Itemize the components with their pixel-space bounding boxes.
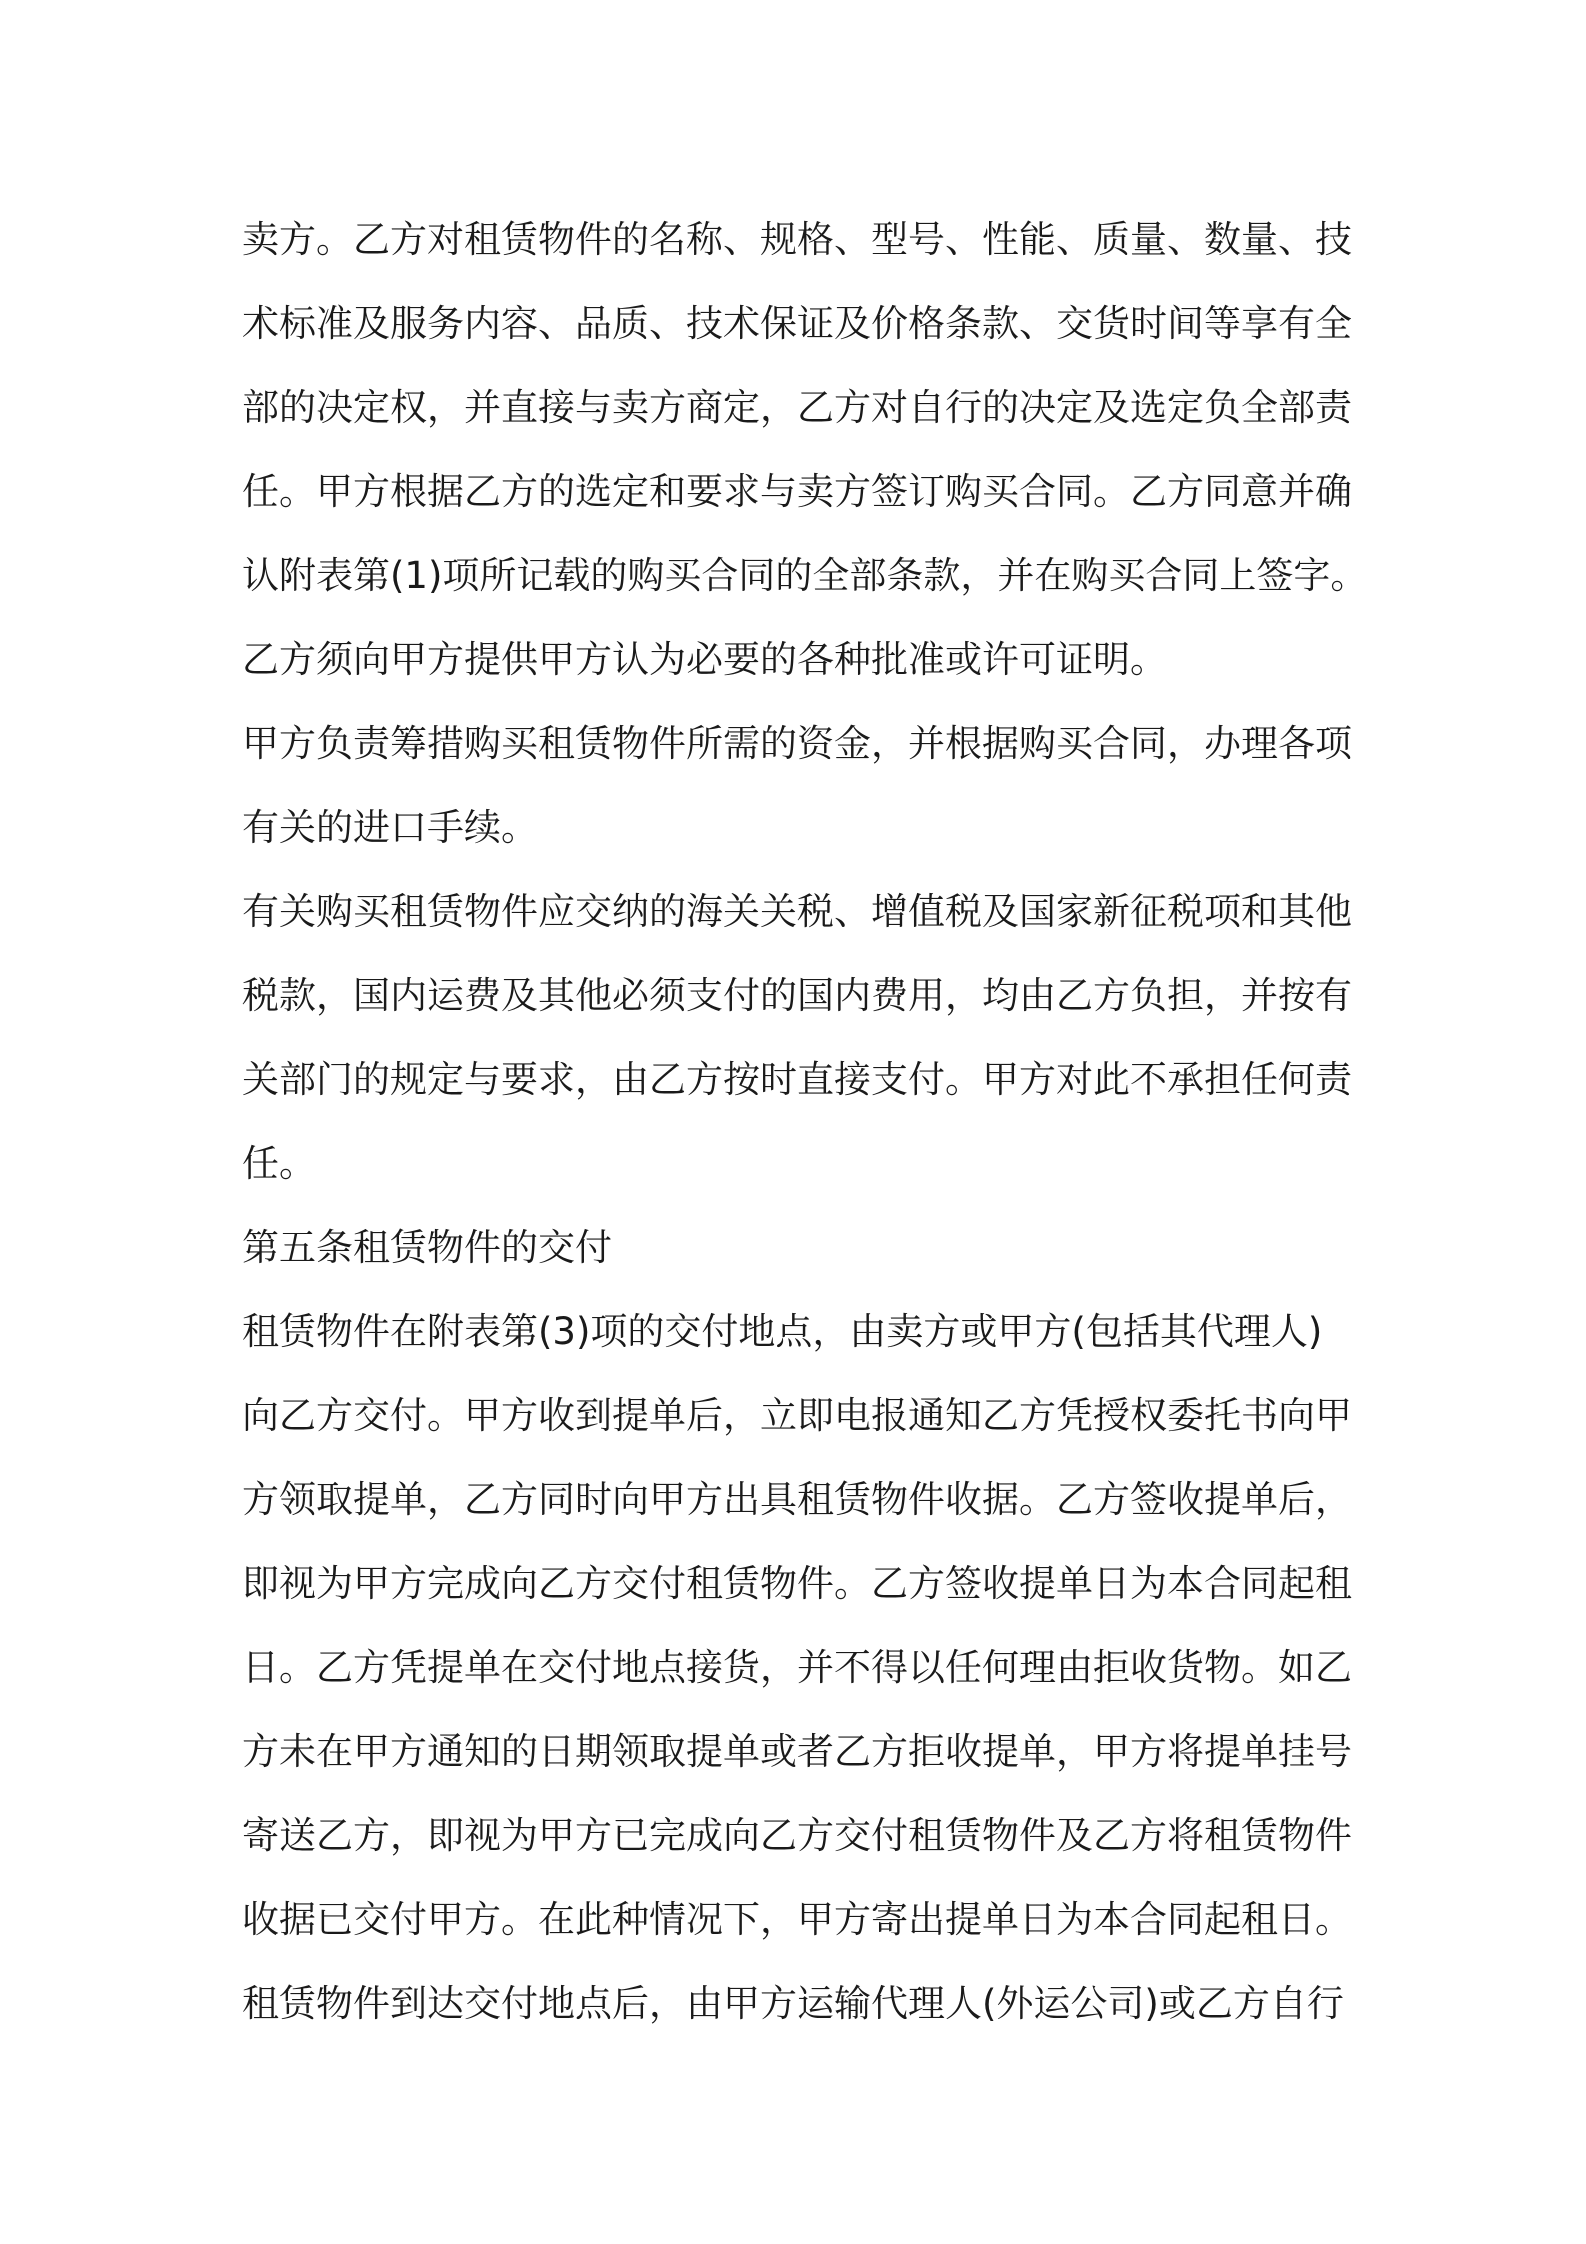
section-heading: 第五条租赁物件的交付 (242, 1226, 612, 1269)
text-line: 任。甲方根据乙方的选定和要求与卖方签订购买合同。乙方同意并确 (242, 470, 1352, 513)
text-line: 乙方须向甲方提供甲方认为必要的各种批准或许可证明。 (242, 638, 1167, 681)
text-line: 税款，国内运费及其他必须支付的国内费用，均由乙方负担，并按有 (242, 974, 1352, 1017)
text-line: 方未在甲方通知的日期领取提单或者乙方拒收提单，甲方将提单挂号 (242, 1730, 1352, 1773)
text-line: 收据已交付甲方。在此种情况下，甲方寄出提单日为本合同起租日。 (242, 1898, 1352, 1941)
document-body (242, 198, 1368, 2046)
text-line: 租赁物件到达交付地点后，由甲方运输代理人(外运公司)或乙方自行 (242, 1982, 1344, 2025)
text-line: 向乙方交付。甲方收到提单后，立即电报通知乙方凭授权委托书向甲 (242, 1394, 1352, 1437)
text-line: 认附表第(1)项所记载的购买合同的全部条款，并在购买合同上签字。 (242, 554, 1368, 597)
text-line: 关部门的规定与要求，由乙方按时直接支付。甲方对此不承担任何责 (242, 1058, 1352, 1101)
text-line: 寄送乙方，即视为甲方已完成向乙方交付租赁物件及乙方将租赁物件 (242, 1814, 1352, 1857)
text-line: 租赁物件在附表第(3)项的交付地点，由卖方或甲方(包括其代理人) (242, 1310, 1323, 1353)
text-line: 方领取提单，乙方同时向甲方出具租赁物件收据。乙方签收提单后， (242, 1478, 1352, 1521)
text-line: 卖方。乙方对租赁物件的名称、规格、型号、性能、质量、数量、技 (242, 218, 1352, 261)
text-line: 即视为甲方完成向乙方交付租赁物件。乙方签收提单日为本合同起租 (242, 1562, 1352, 1605)
text-line: 有关购买租赁物件应交纳的海关关税、增值税及国家新征税项和其他 (242, 890, 1352, 933)
text-line: 任。 (242, 1142, 316, 1185)
text-line: 日。乙方凭提单在交付地点接货，并不得以任何理由拒收货物。如乙 (242, 1646, 1352, 1689)
text-line: 部的决定权，并直接与卖方商定，乙方对自行的决定及选定负全部责 (242, 386, 1352, 429)
text-line: 有关的进口手续。 (242, 806, 538, 849)
text-line: 甲方负责筹措购买租赁物件所需的资金，并根据购买合同，办理各项 (242, 722, 1352, 765)
text-line: 术标准及服务内容、品质、技术保证及价格条款、交货时间等享有全 (242, 302, 1352, 345)
